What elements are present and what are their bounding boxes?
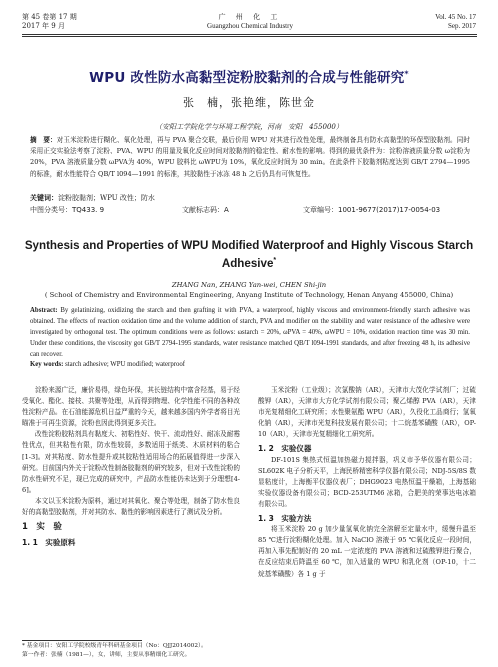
method-paragraph: 将玉米淀粉 20 g 加少量氢氧化钠完全溶解至定量水中，缓慢升温至 85 ℃进行淀粉糊化处理。加入 NaClO 溶液于 95 ℃氧化反应一段时间，再加入事先配制好的 20 mL 一定浓度的 PVA 溶液和过硫酸钾进行聚合，在反应结束后降温至 60 ℃，加入适量的 WPU 和乳化剂（OP-10，十二烷基苯磺酸）各 1 g 于 <box>258 525 476 578</box>
footnote-rule <box>22 640 142 641</box>
keywords-cn-text: 淀粉胶黏剂；WPU 改性；防水 <box>58 194 155 202</box>
body-right-column <box>258 385 476 580</box>
first-author-note: 第一作者：张楠（1981—），女，讲师，主要从事精细化工研究。 <box>22 652 191 658</box>
volume-issue-en: Vol. 45 No. 17 <box>435 13 476 21</box>
date-cn: 2017 年 9 月 <box>22 22 65 30</box>
funding-note: * 基金项目：安阳工学院校级青年科研基金项目（No：QJJ2014002）。 <box>22 643 207 649</box>
header-rule <box>22 34 477 35</box>
journal-issue <box>22 13 77 31</box>
subsection-heading-method: 1. 3 实验方法 <box>258 514 312 524</box>
clc-number: 中图分类号：TQ433. 9 <box>30 206 105 214</box>
intro-paragraph-3: 本文以玉米淀粉为原料，通过对其氧化、聚合等处理，制备了防水性良好的高黏型胶黏剂，并对其防水、黏性的影响因素进行了测试及分析。 <box>22 496 240 517</box>
journal-name-en: Guangzhou Chemical Industry <box>207 22 293 30</box>
header-rule-double <box>22 36 477 37</box>
volume-issue-cn: 第 45 卷第 17 期 <box>22 13 77 21</box>
materials-paragraph: 玉米淀粉（工业级）；次氯酸钠（AR），天津市大茂化学试剂厂；过硫酸钾（AR），天津市大方化学试剂有限公司；聚乙烯醇 PVA（AR），天津市光复精细化工研究所；水性聚氨酯 WPU（AR），久役化工品商行；氢氧化钠（AR），天津市光复科技发展有限公司；十二烷基苯磺酸（AR），OP-10（AR），天津市光复精细化工研究所。 <box>258 386 476 439</box>
abstract-cn <box>30 135 470 180</box>
instruments-paragraph: DF-101S 集热式恒温加热磁力搅拌器，巩义市予华仪器有限公司；SL602K 电子分析天平，上海民桥精密科学仪器有限公司；NDJ-5S/8S 数显粘度计，上海衡平仪器仪表厂；DHG9023 电热恒温干燥箱，上海基础实验仪器设备有限公司；BCD-253UTM6 冰箱，合肥美的荣事达电冰箱有限公司。 <box>258 455 476 508</box>
date-en: Sep. 2017 <box>448 22 476 30</box>
document-code: 文献标志码：A <box>182 206 229 214</box>
title-footnote-mark: * <box>404 69 409 79</box>
subsection-heading-instruments: 1. 2 实验仪器 <box>258 444 312 454</box>
abstract-en-label: Abstract: <box>30 307 58 314</box>
journal-volume-en <box>435 13 476 31</box>
title-en-text: Synthesis and Properties of WPU Modified Waterproof and Highly Viscous Starch Adhesive <box>24 239 474 270</box>
affiliation-en: ( School of Chemistry and Environmental Engineering, Anyang Institute of Technology, Henan Anyang 455000, China) <box>44 291 454 299</box>
authors-cn: 张 楠，张艳维，陈世金 <box>183 96 315 109</box>
intro-paragraph-1: 淀粉来源广泛，廉价易得，绿色环保，其长链结构中富含羟基，易于经受氧化、酯化、接枝、共聚等处理，从而得到物理、化学性能不同的各种改性淀粉产品。在石油能源危机日益严重的今天，越来越多国内外学者将目光瞄准于可再生资源，淀粉也因此得到更多关注。 <box>22 386 240 428</box>
title-cn-text: WPU 改性防水高黏型淀粉胶黏剂的合成与性能研究 <box>89 70 405 86</box>
keywords-en-text: starch adhesive; WPU modified; waterproof <box>65 361 186 368</box>
abstract-en <box>30 305 470 360</box>
footnote <box>22 642 242 660</box>
subsection-heading-materials: 1. 1 实验原料 <box>22 538 76 548</box>
abstract-cn-label: 摘 要： <box>30 136 57 144</box>
abstract-en-text: By gelatinizing, oxidizing the starch and then grafting it with PVA, a waterproof, highly viscous and environment-friendly starch adhesive was obtained. The effects of reaction oxidation time and the volume addition of starch, PVA and modifier on the stability and water resistance of the adhesive were investigated by orthogonal test. The optimum conditions were as follows: ωstarch = 20%, ωPVA = 40%, ωWPU = 10%, oxidation reaction time was 30 min. Under these conditions, the viscosity got GB/T 2794-1995 standards, water resistance matched QB/T l094-1991 standards, and after freezing 48 h, its adhesive can recover. <box>30 307 470 358</box>
journal-name-cn: 广 州 化 工 <box>218 13 282 21</box>
journal-name <box>150 13 350 31</box>
authors-en: ZHANG Nan, ZHANG Yan-wei, CHEN Shi-jin <box>171 281 327 289</box>
paper-title-en <box>24 238 474 271</box>
affiliation-cn: （安阳工学院化学与环境工程学院，河南 安阳 455000） <box>155 123 343 131</box>
intro-paragraph-2: 改性淀粉胶粘剂具有黏度大、初粘性好、快干、流动性好、耐冻及耐霉性优点，但其粘性有限，防水性较弱，多数适用于纸类、木质材料的粘合[1-3]。对其粘度、防水性提升或其胶粘性适用场合的拓展值得进一步深入研究。目前国内外关于淀粉改性制备胶黏剂的研究较多，但对于改性淀粉的防水性研究不足，现已完成的研究中，产品防水性能仍未达到于分理想[4-6]。 <box>22 430 240 494</box>
article-number: 文章编号：1001-9677(2017)17-0054-03 <box>303 206 441 214</box>
abstract-cn-text: 对玉米淀粉进行糊化、氧化处理，再与 PVA 聚合交联，最后价用 WPU 对其进行改性处理，最终制备具有防水高黏型的环保型胶黏剂。同时采用正交实验法考察了淀粉、PVA、WPU 的用量及氧化反应时间对胶黏剂的稳定性、耐水性的影响。得到的最优条件为：淀粉溶液质量分数 ω淀粉为 20%，PVA 溶液质量分数 ωPVA为 40%，WPU 胶料比 ωWPU为 10%，氧化反应时间为 30 min。在此条件下胶黏剂粘度达到 GB/T 2794—1995 的标准，耐水性能符合 QB/T l094—1991 的标准，其胶黏性于冰冻 48 h 之后仍具有可恢复性。 <box>30 136 470 178</box>
keywords-en-label: Key words: <box>30 361 64 368</box>
paper-title-cn <box>0 66 498 86</box>
keywords-cn <box>30 193 470 204</box>
keywords-cn-label: 关键词： <box>30 194 58 202</box>
keywords-en <box>30 359 470 370</box>
section-heading-experiment: 1 实 验 <box>22 522 62 533</box>
title-en-footnote-mark: * <box>273 257 277 264</box>
body-left-column <box>22 385 240 548</box>
